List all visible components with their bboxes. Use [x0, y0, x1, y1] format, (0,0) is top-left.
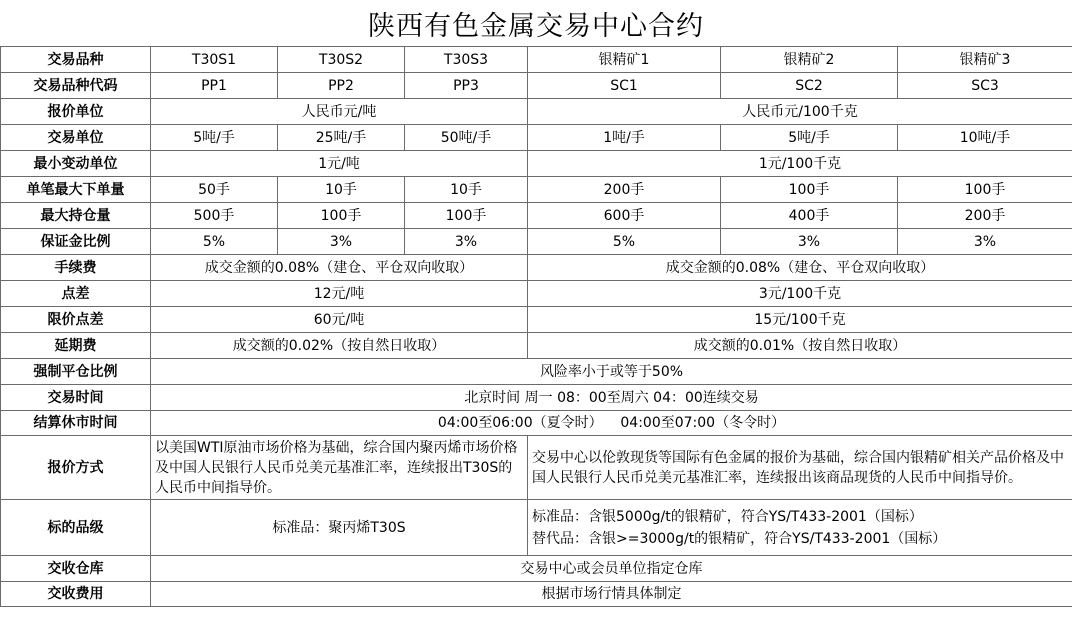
- cell-trade-unit-2: 25吨/手: [278, 125, 405, 151]
- cell-warehouse: 交易中心或会员单位指定仓库: [151, 556, 1072, 582]
- cell-max-order-6: 100手: [898, 177, 1072, 203]
- label-code: 交易品种代码: [1, 73, 151, 99]
- label-max-order: 单笔最大下单量: [1, 177, 151, 203]
- label-margin: 保证金比例: [1, 229, 151, 255]
- cell-margin-1: 5%: [151, 229, 278, 255]
- cell-grade-pp: 标准品：聚丙烯T30S: [151, 500, 528, 556]
- row-grade: [1, 500, 1072, 556]
- row-quote-method: [1, 436, 1072, 500]
- cell-deferral-sc: 成交额的0.01%（按自然日收取）: [528, 333, 1072, 359]
- label-grade: 标的品级: [1, 500, 151, 556]
- label-quote-unit: 报价单位: [1, 99, 151, 125]
- cell-trade-time: 北京时间 周一 08：00至周六 04：00连续交易: [151, 385, 1072, 411]
- cell-max-position-3: 100手: [405, 203, 528, 229]
- label-delivery-fee: 交收费用: [1, 582, 151, 607]
- cell-variety-2: T30S2: [278, 47, 405, 73]
- cell-spread-sc: 3元/100千克: [528, 281, 1072, 307]
- cell-max-position-5: 400手: [721, 203, 898, 229]
- row-variety: [1, 47, 1072, 73]
- label-min-tick: 最小变动单位: [1, 151, 151, 177]
- cell-max-order-1: 50手: [151, 177, 278, 203]
- row-min-tick: [1, 151, 1072, 177]
- row-code: [1, 73, 1072, 99]
- cell-trade-unit-4: 1吨/手: [528, 125, 721, 151]
- cell-code-3: PP3: [405, 73, 528, 99]
- row-delivery-fee: [1, 582, 1072, 607]
- cell-code-5: SC2: [721, 73, 898, 99]
- cell-variety-1: T30S1: [151, 47, 278, 73]
- cell-max-position-6: 200手: [898, 203, 1072, 229]
- cell-limit-spread-sc: 15元/100千克: [528, 307, 1072, 333]
- row-settle-time: [1, 411, 1072, 436]
- cell-quote-unit-pp: 人民币元/吨: [151, 99, 528, 125]
- cell-max-position-2: 100手: [278, 203, 405, 229]
- cell-margin-3: 3%: [405, 229, 528, 255]
- cell-max-position-4: 600手: [528, 203, 721, 229]
- cell-fee-sc: 成交金额的0.08%（建仓、平仓双向收取）: [528, 255, 1072, 281]
- row-quote-unit: [1, 99, 1072, 125]
- label-fee: 手续费: [1, 255, 151, 281]
- cell-delivery-fee: 根据市场行情具体制定: [151, 582, 1072, 607]
- row-forced-close: [1, 359, 1072, 385]
- cell-margin-6: 3%: [898, 229, 1072, 255]
- cell-trade-unit-6: 10吨/手: [898, 125, 1072, 151]
- cell-max-order-5: 100手: [721, 177, 898, 203]
- row-trade-time: [1, 385, 1072, 411]
- row-spread: [1, 281, 1072, 307]
- cell-forced-close: 风险率小于或等于50%: [151, 359, 1072, 385]
- row-max-position: [1, 203, 1072, 229]
- cell-margin-2: 3%: [278, 229, 405, 255]
- cell-code-2: PP2: [278, 73, 405, 99]
- cell-min-tick-pp: 1元/吨: [151, 151, 528, 177]
- cell-code-4: SC1: [528, 73, 721, 99]
- cell-variety-4: 银精矿1: [528, 47, 721, 73]
- contract-table: [0, 46, 1072, 607]
- cell-grade-sc: [528, 500, 1072, 556]
- cell-settle-time: 04:00至06:00（夏令时） 04:00至07:00（冬令时）: [151, 411, 1072, 436]
- row-fee: [1, 255, 1072, 281]
- label-limit-spread: 限价点差: [1, 307, 151, 333]
- cell-code-1: PP1: [151, 73, 278, 99]
- cell-max-order-3: 10手: [405, 177, 528, 203]
- label-max-position: 最大持仓量: [1, 203, 151, 229]
- grade-standard-line: 标准品：含银5000g/t的银精矿，符合YS/T433-2001（国标）: [532, 508, 923, 525]
- cell-variety-5: 银精矿2: [721, 47, 898, 73]
- row-max-order: [1, 177, 1072, 203]
- label-settle-time: 结算休市时间: [1, 411, 151, 436]
- cell-margin-4: 5%: [528, 229, 721, 255]
- cell-fee-pp: 成交金额的0.08%（建仓、平仓双向收取）: [151, 255, 528, 281]
- cell-code-6: SC3: [898, 73, 1072, 99]
- row-deferral: [1, 333, 1072, 359]
- label-quote-method: 报价方式: [1, 436, 151, 500]
- cell-spread-pp: 12元/吨: [151, 281, 528, 307]
- cell-max-order-2: 10手: [278, 177, 405, 203]
- label-variety: 交易品种: [1, 47, 151, 73]
- cell-limit-spread-pp: 60元/吨: [151, 307, 528, 333]
- row-margin: [1, 229, 1072, 255]
- cell-min-tick-sc: 1元/100千克: [528, 151, 1072, 177]
- cell-max-order-4: 200手: [528, 177, 721, 203]
- grade-substitute-line: 替代品：含银>=3000g/t的银精矿，符合YS/T433-2001（国标）: [532, 530, 947, 547]
- label-forced-close: 强制平仓比例: [1, 359, 151, 385]
- row-limit-spread: [1, 307, 1072, 333]
- cell-quote-unit-sc: 人民币元/100千克: [528, 99, 1072, 125]
- label-trade-unit: 交易单位: [1, 125, 151, 151]
- cell-variety-3: T30S3: [405, 47, 528, 73]
- label-warehouse: 交收仓库: [1, 556, 151, 582]
- label-deferral: 延期费: [1, 333, 151, 359]
- cell-trade-unit-5: 5吨/手: [721, 125, 898, 151]
- cell-trade-unit-1: 5吨/手: [151, 125, 278, 151]
- cell-margin-5: 3%: [721, 229, 898, 255]
- row-warehouse: [1, 556, 1072, 582]
- cell-trade-unit-3: 50吨/手: [405, 125, 528, 151]
- cell-quote-method-pp: 以美国WTI原油市场价格为基础，综合国内聚丙烯市场价格及中国人民银行人民币兑美元基准汇率，连续报出T30S的人民币中间指导价。: [151, 436, 528, 500]
- row-trade-unit: [1, 125, 1072, 151]
- label-spread: 点差: [1, 281, 151, 307]
- cell-max-position-1: 500手: [151, 203, 278, 229]
- cell-deferral-pp: 成交额的0.02%（按自然日收取）: [151, 333, 528, 359]
- cell-quote-method-sc: 交易中心以伦敦现货等国际有色金属的报价为基础，综合国内银精矿相关产品价格及中国人民银行人民币兑美元基准汇率，连续报出该商品现货的人民币中间指导价。: [528, 436, 1072, 500]
- cell-variety-6: 银精矿3: [898, 47, 1072, 73]
- label-trade-time: 交易时间: [1, 385, 151, 411]
- sheet-title: 陕西有色金属交易中心合约: [368, 10, 704, 42]
